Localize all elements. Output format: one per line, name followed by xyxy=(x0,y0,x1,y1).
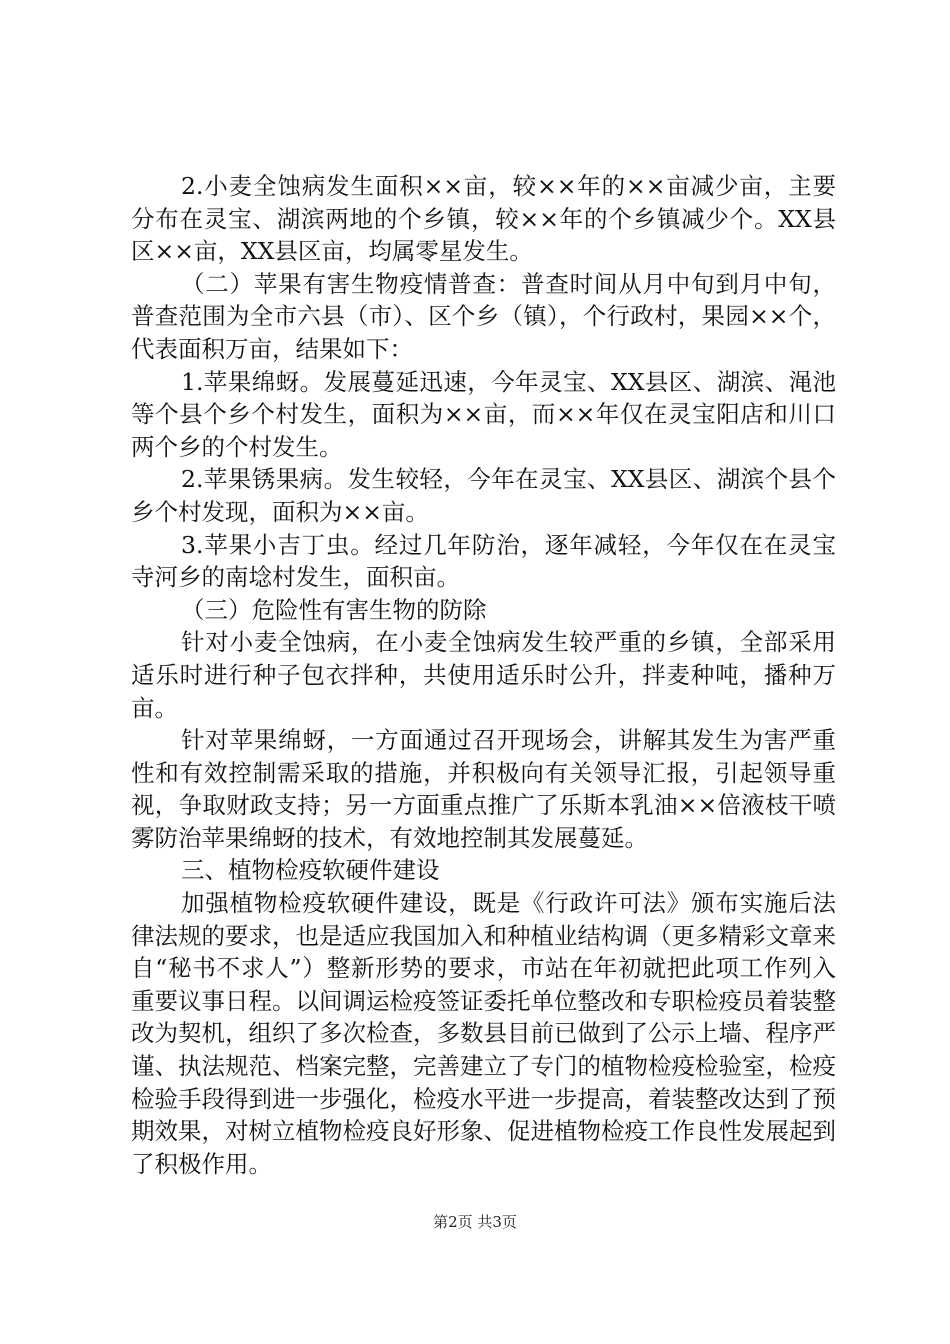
section-heading-pest-control: （三）危险性有害生物的防除 xyxy=(181,595,487,624)
paragraph-takeall-control: 针对小麦全蚀病，在小麦全蚀病发生较严重的乡镇，全部采用适乐时进行种子包衣拌种，共使用适乐时公升，拌麦种吨，播种万亩。 xyxy=(131,628,836,722)
paragraph-apple-scar-skin: 2.苹果锈果病。发生较轻，今年在灵宝、XX县区、湖滨个县个乡个村发现，面积为××亩。 xyxy=(131,465,836,526)
paragraph-apple-buprestid: 3.苹果小吉丁虫。经过几年防治，逐年减轻，今年仅在在灵宝寺河乡的南埝村发生，面积亩。 xyxy=(131,530,836,592)
page-footer: 第2页 共3页 xyxy=(433,1213,517,1231)
section-heading-quarantine-construction: 三、植物检疫软硬件建设 xyxy=(181,856,440,885)
paragraph-wheat-takeall-area: 2.小麦全蚀病发生面积××亩，较××年的××亩减少亩，主要分布在灵宝、湖滨两地的个乡镇，较××年的个乡镇减少个。XX县区××亩，XX县区亩，均属零星发生。 xyxy=(131,172,836,266)
document-body xyxy=(131,170,836,1180)
paragraph-woolly-apple-aphid: 1.苹果绵蚜。发展蔓延迅速，今年灵宝、XX县区、湖滨、渑池等个县个乡个村发生，面积为××亩，而××年仅在灵宝阳店和川口两个乡的个村发生。 xyxy=(131,367,836,461)
paragraph-apple-pest-survey: （二）苹果有害生物疫情普查：普查时间从月中旬到月中旬，普查范围为全市六县（市）、区个乡（镇），个行政村，果园××个，代表面积万亩，结果如下： xyxy=(131,269,836,363)
paragraph-aphid-control: 针对苹果绵蚜，一方面通过召开现场会，讲解其发生为害严重性和有效控制需采取的措施，并积极向有关领导汇报，引起领导重视，争取财政支持；另一方面重点推广了乐斯本乳油××倍液枝干喷雾防治苹果绵蚜的技术，有效地控制其发展蔓延。 xyxy=(131,726,836,852)
paragraph-quarantine-construction: 加强植物检疫软硬件建设，既是《行政许可法》颁布实施后法律法规的要求，也是适应我国加入和种植业结构调（更多精彩文章来自“秘书不求人”）整新形势的要求，市站在年初就把此项工作列入重要议事日程。以间调运检疫签证委托单位整改和专职检疫员着装整改为契机，组织了多次检查，多数县目前已做到了公示上墙、程序严谨、执法规范、档案完整，完善建立了专门的植物检疫检验室，检疫检验手段得到进一步强化，检疫水平进一步提高，着装整改达到了预期效果，对树立植物检疫良好形象、促进植物检疫工作良性发展起到了积极作用。 xyxy=(131,889,836,1178)
